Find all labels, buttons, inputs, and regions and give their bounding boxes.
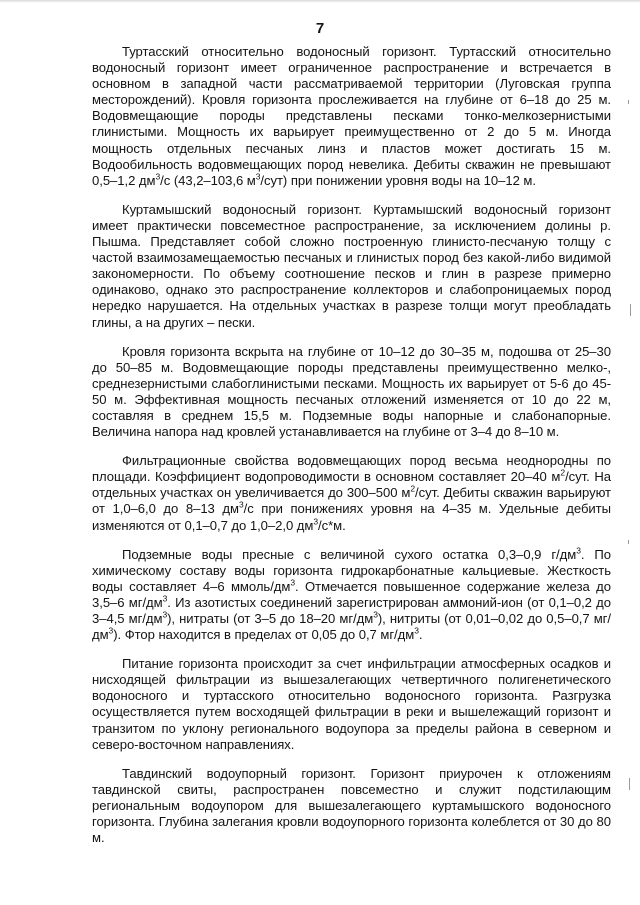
paragraph-tavda-aquitard [92,766,611,846]
text-run: . Из азотистых соединений зарегистрирован аммоний-ион (от 0,1–0,2 до 3–4,5 мг/дм [92,594,611,626]
paragraph-turtas-aquifer [92,44,611,189]
text-run: Тавдинский водоупорный горизонт. Горизонт приурочен к отложениям тавдинской свиты, распространен повсеместно и служит подстилающим региональным водоупором для вышезалегающего куртамышского водоносного горизонта. Глубина залегания кровли водоупорного горизонта колеблется от 30 до 80 м. [92,765,611,846]
text-run: ). Фтор находится в пределах от 0,05 до 0,7 мг/дм [113,627,415,643]
text-run: Подземные воды пресные с величиной сухого остатка 0,3–0,9 г/дм [122,546,577,562]
superscript: 3 [155,171,161,182]
superscript: 2 [560,467,566,478]
paragraph-aquifer-depth [92,344,611,441]
text-run: /сут. На отдельных участках он увеличивается до 300–500 м [92,469,611,501]
scan-mark [629,778,630,790]
superscript: 3 [162,609,168,620]
superscript: 3 [414,625,419,636]
paragraph-recharge-discharge [92,656,611,753]
text-run: Куртамышский водоносный горизонт. Куртамышский водоносный горизонт имеет практически повсеместное распространение, за исключением долины р. Пышма. Представляет собой сложно построенную глинисто-песчаную толщу с частой взаимозамещаемостью песчаных и глинистых пород без какой-либо видимой закономерности. По объему соотношение песков и глин в разрезе примерно одинаково, однако это распространение коллекторов и слабопроницаемых пород нередко нарушается. На отдельных участках в разрезе толщи могут преобладать глины, а на других – пески. [92,201,611,330]
page-number: 7 [315,20,325,37]
superscript: 3 [108,625,114,636]
text-run: /сут. Дебиты скважин варьируют от 1,0–6,0 до 8–13 дм [92,485,611,517]
superscript: 3 [255,171,261,182]
text-run: /с*м. [318,517,346,533]
paragraph-filtration-properties [92,453,611,533]
superscript: 3 [313,516,318,527]
document-body [92,44,611,859]
scan-mark [628,540,629,544]
text-run: ), нитриты (от 0,01–0,02 до 0,5–0,7 мг/дм [92,611,611,643]
superscript: 3 [162,593,168,604]
text-run: . По химическому составу воды горизонта гидрокарбонатные кальциевые. Жесткость воды составляет 4–6 ммоль/дм [92,546,611,594]
text-run: /с при понижениях уровня на 4–35 м. Удельные дебиты изменяются от 0,1–0,7 до 1,0–2,0 дм [92,501,611,533]
text-run: Туртасский относительно водоносный горизонт. Туртасский относительно водоносный горизонт имеет ограниченное распространение и встречается в основном в западной части рассматриваемой территории (Луговская группа месторождений). Кровля горизонта прослеживается на глубине от 6–18 до 25 м. Водовмещающие породы представлены песками тонко-мелкозернистыми глинистыми. Мощность их варьирует преимущественно от 2 до 5 м. Иногда мощность отдельных песчаных линз и пластов может достигать 15 м. Водообильность водовмещающих пород невелика. Дебиты скважин не превышают 0,5–1,2 дм [92,44,611,188]
superscript: 3 [373,609,378,620]
scan-edge [0,0,640,3]
superscript: 3 [576,545,581,556]
text-run: Питание горизонта происходит за счет инфильтрации атмосферных осадков и нисходящей фильтрации из вышезалегающих четвертичного полигенетического водоносного и туртасского относительно водоносного горизонта. Разгрузка осуществляется путем восходящей фильтрации в реки и вышележащий горизонт и транзитом по уклону регионального водоупора за пределы района в северном и северо-восточном направлениях. [92,656,611,752]
scan-mark [630,304,631,316]
scan-mark [628,100,629,104]
text-run: /с (43,2–103,6 м [160,172,256,188]
text-run: /сут) при понижении уровня воды на 10–12 м. [260,172,536,188]
text-run: . [418,627,423,643]
text-run: ), нитраты (от 3–5 до 18–20 мг/дм [167,611,374,626]
text-run: Фильтрационные свойства водовмещающих пород весьма неоднородны по площади. Коэффициент водопроводимости в основном составляет 20–40 м [92,453,611,485]
text-run: . Отмечается повышенное содержание железа до 3,5–6 мг/дм [92,578,612,610]
paragraph-water-chemistry [92,547,611,644]
superscript: 3 [290,577,296,588]
superscript: 2 [410,483,416,494]
superscript: 3 [238,500,244,511]
text-run: Кровля горизонта вскрыта на глубине от 10–12 до 30–35 м, подошва от 25–30 до 50–85 м. Водовмещающие породы представлены преимущественно мелко-, среднезернистыми слабоглинистыми песками. Мощность их варьирует от 5-6 до 45-50 м. Эффективная мощность песчаных отложений изменяется от 10 до 22 м, составляя в среднем 15,5 м. Подземные воды напорные и слабонапорные. Величина напора над кровлей устанавливается на глубине от 3–4 до 8–10 м. [92,343,611,440]
paragraph-kurtamysh-aquifer [92,202,611,331]
